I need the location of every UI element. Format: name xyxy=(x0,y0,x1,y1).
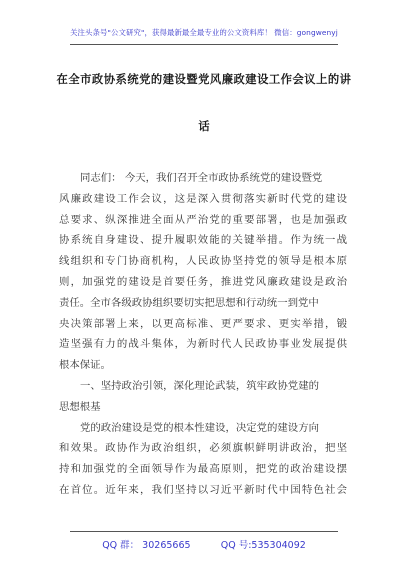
document-body xyxy=(59,168,347,501)
body-line-5: 线组织和专门协商机构，人民政协坚持党的领导是根本原 xyxy=(59,255,347,268)
body-line-12: 和效果。政协作为政治组织，必须旗帜鲜明讲政治，把坚 xyxy=(59,442,347,455)
body-line-2: 风廉政建设工作会议，这是深入贯彻落实新时代党的建设 xyxy=(59,192,347,205)
body-line-13: 持和加强党的全面领导作为最高原则，把党的政治建设摆 xyxy=(59,463,347,476)
header-note: 关注头条号"公文研究"，获得最新最全最专业的公文资料库！ 微信：gongwenyj xyxy=(70,28,338,37)
document-title-continuation: 话 xyxy=(198,120,210,133)
body-line-6: 则，加强党的建设是首要任务，推进党风廉政建设是政治 xyxy=(59,275,347,288)
body-line-8: 央决策部署上来，以更高标准、更严要求、更实举措，锻 xyxy=(59,317,347,330)
header-divider xyxy=(70,44,338,45)
body-line-11: 党的政治建设是党的根本性建设，决定党的建设方向 xyxy=(80,421,319,434)
body-line-14: 在首位。近年来，我们坚持以习近平新时代中国特色社会 xyxy=(59,483,347,496)
body-line-10: 根本保证。 xyxy=(59,359,111,372)
section-heading-1-cont: 思想根基 xyxy=(59,400,101,413)
body-line-4: 协系统自身建设、提升履职效能的关键举措。作为统一战 xyxy=(59,234,347,247)
footer-contact: QQ 群： 30265665 QQ 号:535304092 xyxy=(102,540,306,551)
body-line-1: 同志们： 今天，我们召开全市政协系统党的建设暨党 xyxy=(80,172,323,184)
footer-divider xyxy=(70,531,338,532)
body-line-7: 责任。全市各级政协组织要切实把思想和行动统一到党中 xyxy=(59,296,319,309)
section-heading-1: 一、坚持政治引领，深化理论武装，筑牢政协党建的 xyxy=(80,379,319,392)
body-line-3: 总要求、纵深推进全面从严治党的重要部署，也是加强政 xyxy=(59,213,347,226)
document-title: 在全市政协系统党的建设暨党风廉政建设工作会议上的讲 xyxy=(56,73,352,86)
body-line-9: 造坚强有力的战斗集体，为新时代人民政协事业发展提供 xyxy=(59,338,347,351)
